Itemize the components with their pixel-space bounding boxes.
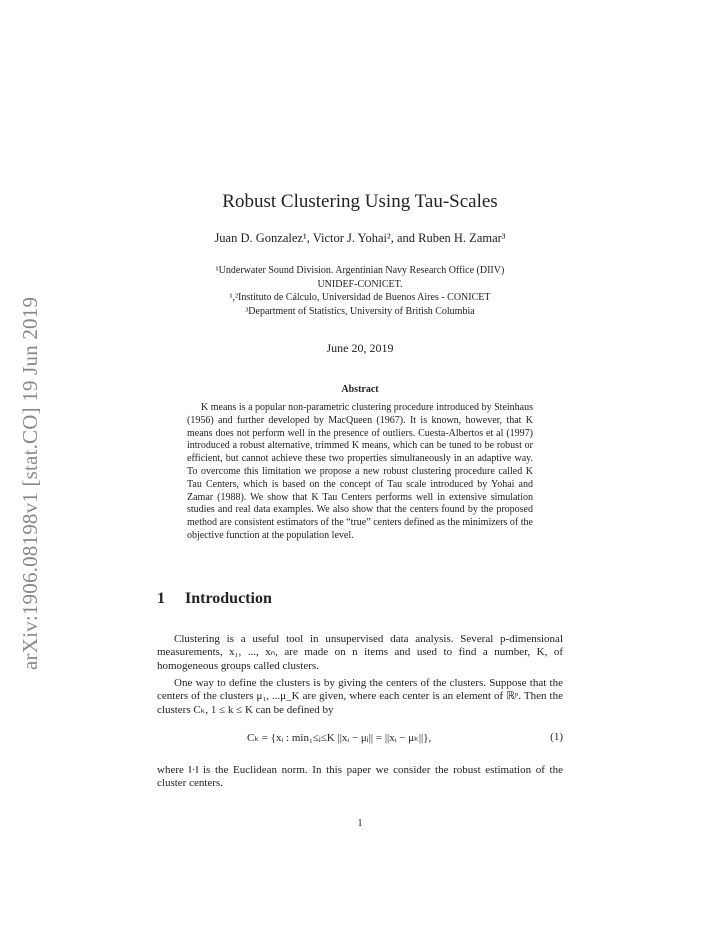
body-paragraph: One way to define the clusters is by giving the centers of the clusters. Suppose that the centers of the clusters μ₁, ...μ_K are given, where each center is an element of ℝᵖ. Then the clusters Cₖ, 1 ≤ k ≤ K can be defined by	[157, 677, 563, 716]
paper-title: Robust Clustering Using Tau-Scales	[222, 191, 498, 212]
abstract-heading: Abstract	[341, 384, 379, 395]
abstract-text: K means is a popular non-parametric clustering procedure introduced by Steinhaus (1956) and further developed by MacQueen (1967). It is known, however, that K means does not perform well in the presence of outliers. Cuesta-Albertos et al (1997) introduced a robust alternative, trimmed K means, which can be tuned to be robust or efficient, but cannot achieve these two properties simultaneously in an adaptive way. To overcome this limitation we propose a new robust clustering procedure called K Tau Centers, which is based on the concept of Tau scale introduced by Yohai and Zamar (1988). We show that K Tau Centers performs well in extensive simulation studies and real data examples. We also show that the centers found by the proposed method are consistent estimators of the “true” centers defined as the minimizers of the objective function at the population level.	[187, 402, 533, 541]
page-number: 1	[357, 818, 363, 829]
arxiv-identifier: arXiv:1906.08198v1 [stat.CO] 19 Jun 2019	[18, 296, 42, 670]
section-title: Introduction	[185, 590, 272, 607]
affiliation-line: ¹,²Instituto de Cálculo, Universidad de Buenos Aires - CONICET	[229, 292, 491, 303]
publication-date: June 20, 2019	[326, 341, 394, 355]
affiliations	[0, 264, 720, 318]
affiliation-line: UNIDEF-CONICET.	[317, 278, 403, 290]
section-heading	[157, 590, 272, 608]
affiliation-line: ¹Underwater Sound Division. Argentinian Navy Research Office (DIIV)	[215, 265, 505, 276]
equation-body: Cₖ = {xᵢ : min₁≤ⱼ≤K ||xᵢ − μⱼ|| = ||xᵢ − μₖ||},	[247, 732, 432, 744]
author-list: Juan D. Gonzalez¹, Victor J. Yohai², and Ruben H. Zamar³	[214, 231, 506, 245]
body-paragraph: where ‖·‖ is the Euclidean norm. In this paper we consider the robust estimation of the cluster centers.	[157, 764, 563, 790]
body-paragraph: Clustering is a useful tool in unsupervised data analysis. Several p-dimensional measurements, x₁, ..., xₙ, are made on n items and used to find a number, K, of homogeneous groups called clusters.	[157, 633, 563, 672]
equation-number: (1)	[550, 731, 563, 743]
affiliation-line: ³Department of Statistics, University of British Columbia	[245, 305, 475, 317]
section-number: 1	[157, 590, 165, 607]
